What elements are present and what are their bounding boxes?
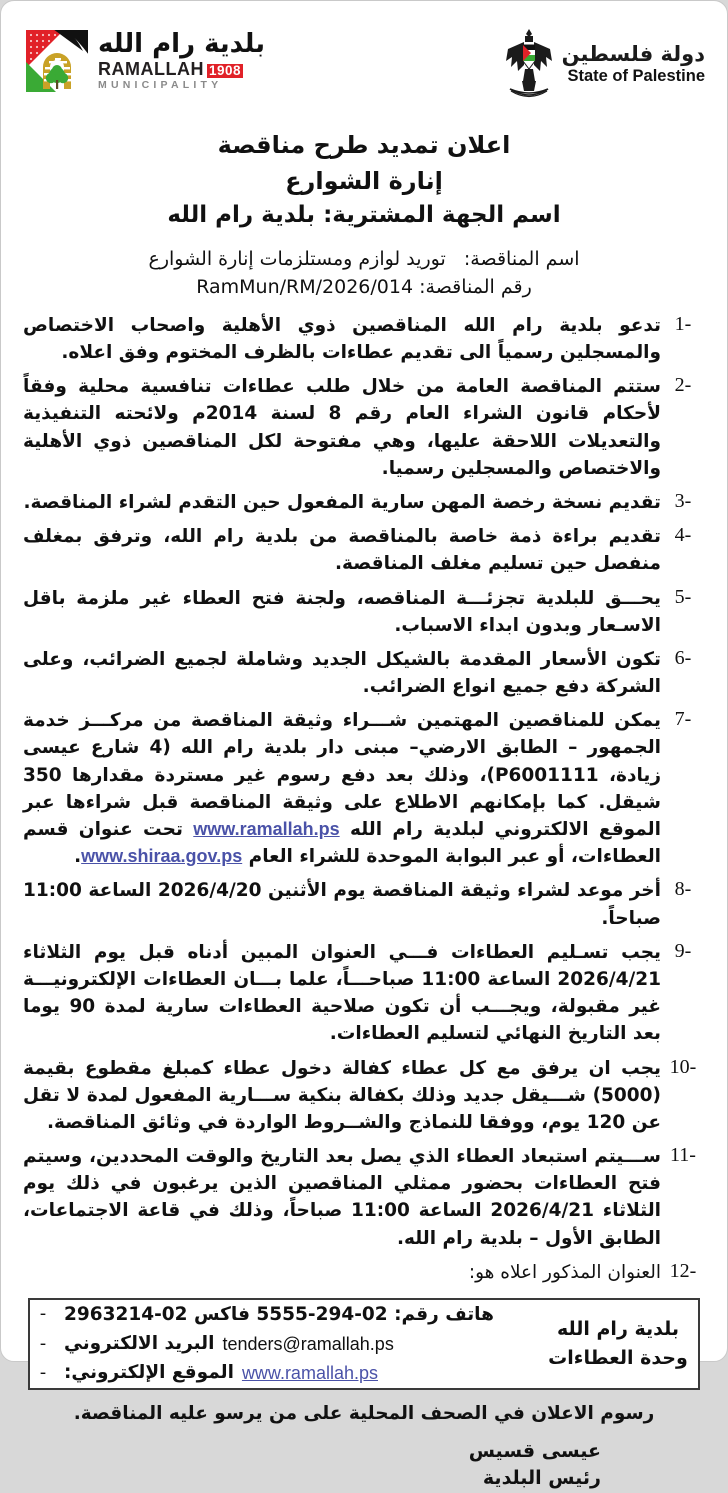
- clause-text: يحـــق للبلدية تجزئـــة المناقصه، ولجنة فتح العطاء غير ملزمة باقل الاسـعار وبدون ابداء الاسباب.: [23, 587, 661, 636]
- clause-number: 3-: [674, 489, 692, 512]
- contact-organization-cell: [538, 1299, 699, 1389]
- announcement-subject: إنارة الشوارع: [285, 167, 443, 196]
- clause-list: [23, 312, 705, 1286]
- clause-item: [23, 312, 705, 366]
- clause-number: 11-: [670, 1144, 696, 1167]
- clause-item: [23, 1259, 705, 1286]
- state-of-palestine-logo: [502, 27, 705, 101]
- tender-name-value: توريد لوازم ومستلزمات إنارة الشوارع: [148, 247, 446, 270]
- signer-title: رئيس البلدية: [482, 1467, 601, 1490]
- website-link[interactable]: www.ramallah.ps: [241, 1362, 378, 1383]
- tender-number-label: رقم المناقصة:: [419, 276, 532, 299]
- clause-item: [23, 1143, 705, 1252]
- state-of-palestine-english: State of Palestine: [567, 67, 705, 86]
- contact-table: [28, 1298, 700, 1390]
- clause-item: [23, 523, 705, 577]
- clause-text: تدعو بلدية رام الله المناقصين ذوي الأهلية واصحاب الاختصاص والمسجلين رسمياً الى تقديم عطاءات بالظرف المختوم وفق اعلاه.: [23, 314, 661, 364]
- purchasing-entity: اسم الجهة المشترية: بلدية رام الله: [167, 201, 561, 228]
- announcement-title: اعلان تمديد طرح مناقصة: [217, 131, 511, 159]
- phone-fax-label: هاتف رقم: 02-294-5555 فاكس 02-2963214: [64, 1304, 494, 1326]
- clause-text: تقديم نسخة رخصة المهن سارية المفعول حين التقدم لشراء المناقصة.: [23, 491, 661, 513]
- ramallah-municipality-subtitle: MUNICIPALITY: [98, 79, 223, 92]
- clause-number: 9-: [674, 939, 692, 962]
- ramallah-arabic-wordmark: بلدية رام الله: [98, 29, 266, 60]
- clause-number: 7-: [674, 708, 692, 731]
- email-value[interactable]: tenders@ramallah.ps: [222, 1333, 394, 1354]
- tender-name-line: [23, 245, 705, 274]
- clause-text: يجب تسـليم العطاءات فـــي العنوان المبين أدناه قبل يوم الثلاثاء 2026/4/21 الساعة 11:00 صباحـــاً، علما بـــان العطاءات الإلكترونيـــة غير مقبولة، ويجـــب أن تكون صلاحية العطاءات سارية لمدة 90 يوما بعد التاريخ النهائي لتسليم العطاءات.: [23, 941, 661, 1045]
- clause-text: يجب ان يرفق مع كل عطاء كفالة دخول عطاء كمبلغ مقطوع بقيمة (5000) شـــيقل جديد وذلك بكفالة بنكية ســـارية المفعول لمدة لا تقل عن 120 يوم، ووفقا للنماذج والشــروط الواردة في وثائق المناقصة.: [23, 1057, 661, 1133]
- clause-number: 1-: [674, 312, 692, 335]
- clause-item: [23, 877, 705, 931]
- tender-number-line: [23, 273, 705, 302]
- advertisement-fee-note: رسوم الاعلان في الصحف المحلية على من يرسو عليه المناقصة.: [73, 1402, 655, 1424]
- contact-details-cell: [29, 1299, 538, 1389]
- tender-name-label: اسم المناقصة:: [463, 247, 580, 270]
- table-row: [29, 1299, 699, 1389]
- clause-text-part-2: تحت عنوان قسم العطاءات، أو عبر البوابة الموحدة للشراء العام: [23, 819, 661, 868]
- ramallah-arch-tree-logo-icon: [23, 27, 91, 95]
- clause-text: تكون الأسعار المقدمة بالشيكل الجديد وشاملة لجميع الضرائب، وعلى الشركة دفع جميع انواع الضرائب.: [23, 648, 661, 698]
- website-label: الموقع الإلكتروني:: [64, 1362, 234, 1384]
- clause-text: العنوان المذكور اعلاه هو:: [468, 1261, 661, 1283]
- clause-text: [23, 707, 661, 870]
- ramallah-english-wordmark: RAMALLAH: [98, 59, 204, 80]
- contact-row-website: [30, 1358, 538, 1387]
- tender-meta: [23, 245, 705, 302]
- clause-text-part-1: يمكن للمناقصين المهتمين شـــراء وثيقة المناقصة من مركـــز خدمة الجمهور – الطابق الارضي– مبنى دار بلدية رام الله (4 شارع عيسى زيادة، P6001111)، وذلك بعد دفع رسوم غير مستردة مقدارها 350 شيقل. كما بإمكانهم الاطلاع على وثيقة المناقصة قبل شراءها عبر الموقع الالكتروني لبلدية رام الله: [23, 710, 661, 841]
- clause-item: [23, 646, 705, 700]
- clause-item: [23, 373, 705, 482]
- state-of-palestine-text: [562, 42, 705, 86]
- contact-row-email: [30, 1329, 538, 1358]
- shiraa-portal-link[interactable]: www.shiraa.gov.ps: [81, 846, 243, 867]
- clause-text: أخر موعد لشراء وثيقة المناقصة يوم الأثنين 2026/4/20 الساعة 11:00 صباحاً.: [23, 880, 661, 929]
- ramallah-website-link[interactable]: www.ramallah.ps: [193, 819, 340, 840]
- announcement-titles: [23, 129, 705, 231]
- email-label: البريد الالكتروني: [64, 1333, 215, 1355]
- clause-number: 5-: [674, 585, 692, 608]
- row-dash: -: [39, 1303, 47, 1325]
- clause-text-part-3: .: [74, 846, 82, 868]
- clause-text: ستتم المناقصة العامة من خلال طلب عطاءات تنافسية محلية وفقاً لأحكام قانون الشراء العام رقم 8 لسنة 2014م ولائحته التنفيذية والتعديلات اللاحقة عليها، وهي مفتوحة لكل المناقصين ذوي الأهلية والاختصاص والمسجلين رسميا.: [23, 376, 661, 479]
- ramallah-municipality-logo: [23, 27, 265, 95]
- page-header: [23, 1, 705, 105]
- organization-name: بلدية رام الله: [556, 1318, 680, 1341]
- clause-number: 10-: [669, 1055, 697, 1078]
- clause-item: [23, 585, 705, 639]
- row-dash: -: [39, 1332, 47, 1354]
- clause-item: [23, 939, 705, 1048]
- palestine-eagle-emblem-icon: [502, 27, 556, 101]
- clause-number: 8-: [674, 878, 692, 901]
- signer-name: عيسى قسيس: [468, 1439, 601, 1462]
- clause-number: 2-: [674, 374, 692, 397]
- signature-block: [23, 1438, 705, 1493]
- clause-number: 12-: [669, 1259, 697, 1282]
- tender-number-value: RamMun/RM/2026/014: [196, 276, 414, 299]
- contact-table-wrapper: [23, 1298, 705, 1390]
- state-of-palestine-arabic: دولة فلسطين: [561, 41, 705, 66]
- contact-row-phone: [30, 1300, 538, 1329]
- clause-item: [23, 707, 705, 870]
- clause-item: [23, 1055, 705, 1137]
- row-dash: -: [39, 1361, 47, 1383]
- ramallah-year-badge: 1908: [208, 63, 242, 79]
- clause-number: 4-: [674, 524, 692, 547]
- ramallah-logo-text: [98, 31, 265, 91]
- clause-item: [23, 489, 705, 516]
- clause-text: تقديم براءة ذمة خاصة بالمناقصة من بلدية رام الله، وترفق بمغلف منفصل حين تسليم مغلف المناقصة.: [23, 526, 661, 575]
- clause-number: 6-: [674, 646, 692, 669]
- clause-text: ســـيتم استبعاد العطاء الذي يصل بعد التاريخ والوقت المحددين، وسيتم فتح العطاءات بحضور ممثلي المناقصين الذين يرغبون في ذلك يوم الثلاثاء 2026/4/21 الساعة 11:00 صباحاً، وذلك في قاعة الاجتماعات، الطابق الأول – بلدية رام الله.: [23, 1146, 661, 1249]
- organization-unit: وحدة العطاءات: [548, 1346, 688, 1369]
